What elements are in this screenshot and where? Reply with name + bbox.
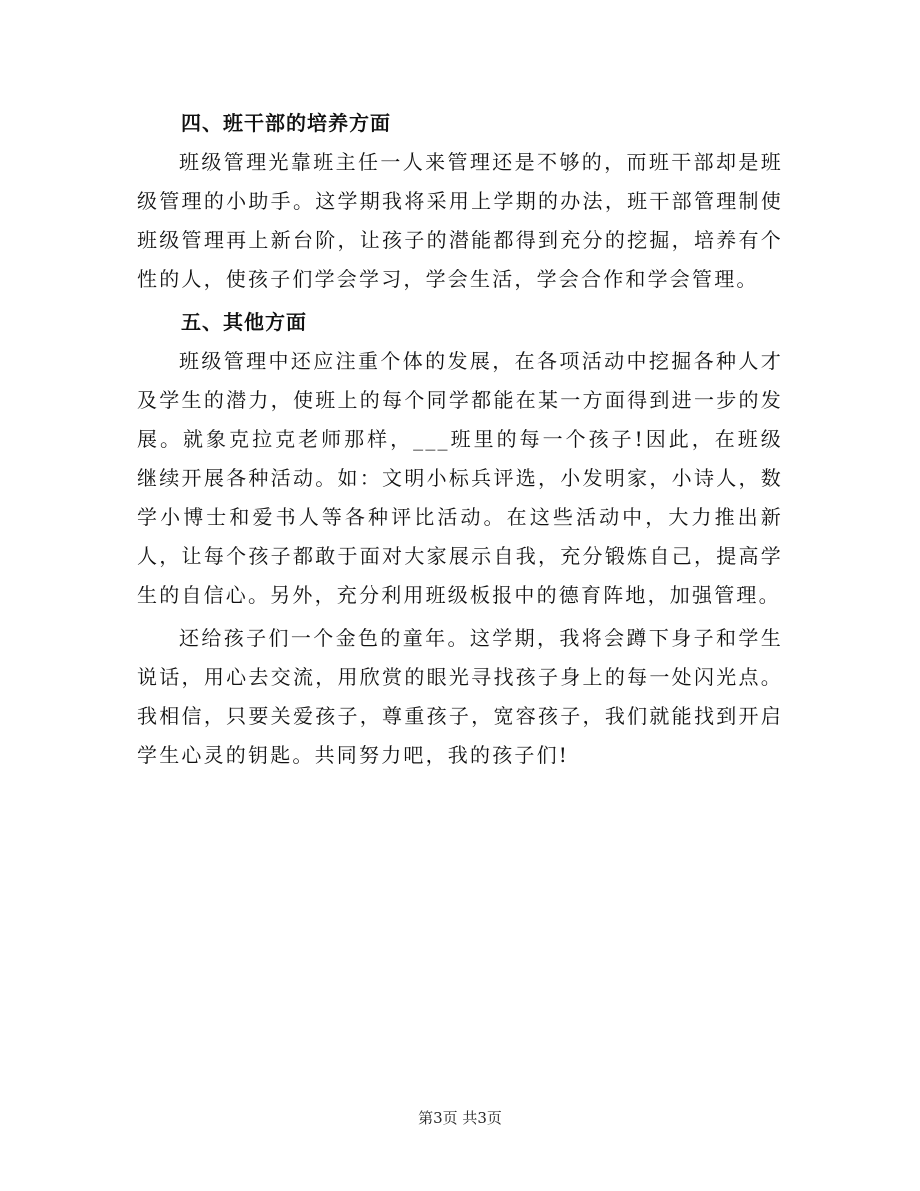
document-body xyxy=(137,104,783,775)
paragraph-golden-childhood: 还给孩子们一个金色的童年。这学期，我将会蹲下身子和学生说话，用心去交流，用欣赏的眼光寻找孩子身上的每一处闪光点。我相信，只要关爱孩子，尊重孩子，宽容孩子，我们就能找到开启学生心灵的钥匙。共同努力吧，我的孩子们! xyxy=(137,626,783,767)
section-heading-class-cadres: 四、班干部的培养方面 xyxy=(181,111,391,135)
section-heading-other-aspects: 五、其他方面 xyxy=(181,310,307,334)
paragraph-class-cadres: 班级管理光靠班主任一人来管理还是不够的，而班干部却是班级管理的小助手。这学期我将采用上学期的办法，班干部管理制使班级管理再上新台阶，让孩子的潜能都得到充分的挖掘，培养有个性的人，使孩子们学会学习，学会生活，学会合作和学会管理。 xyxy=(137,150,783,291)
paragraph-individual-development: 班级管理中还应注重个体的发展，在各项活动中挖掘各种人才及学生的潜力，使班上的每个同学都能在某一方面得到进一步的发展。就象克拉克老师那样，___班里的每一个孩子!因此，在班级继续开展各种活动。如：文明小标兵评选，小发明家，小诗人，数学小博士和爱书人等各种评比活动。在这些活动中，大力推出新人，让每个孩子都敢于面对大家展示自我，充分锻炼自己，提高学生的自信心。另外，充分利用班级板报中的德育阵地，加强管理。 xyxy=(137,349,783,607)
page-number-footer: 第3页 共3页 xyxy=(418,1109,502,1127)
